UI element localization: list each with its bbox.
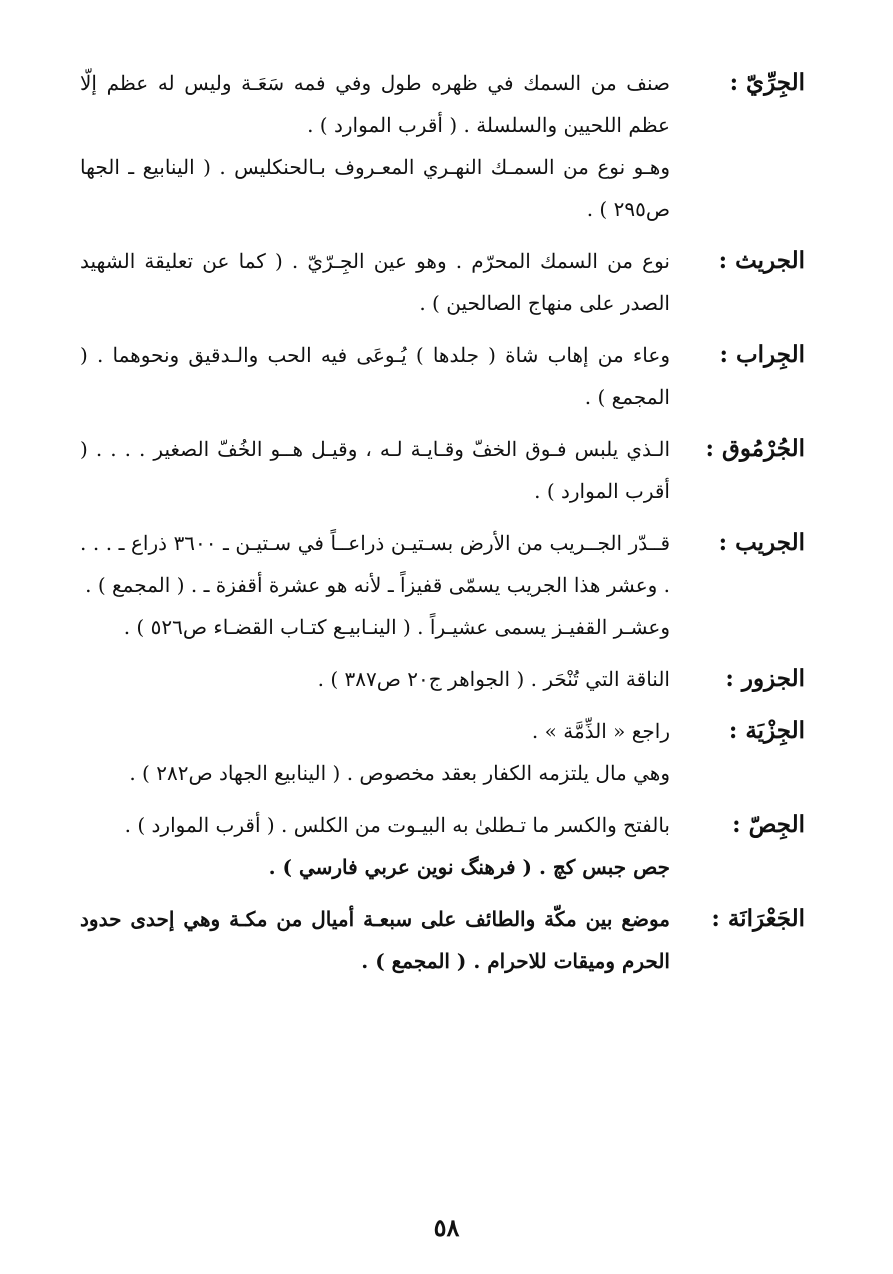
- entry-definition-paragraph: راجع « الذِّمَّة » .: [531, 719, 670, 743]
- entry-definitions: [80, 62, 670, 230]
- entry-definitions: [80, 334, 670, 418]
- entry-term: الجزور :: [725, 665, 805, 692]
- dictionary-entry: [80, 428, 805, 512]
- entry-term: الجريث :: [718, 247, 805, 274]
- entry-term: الجِرِّيّ :: [729, 69, 805, 96]
- entry-definition-paragraph: وعاء من إهاب شاة ( جلدها ) يُـوعَى فيه الحب والـدقيق ونحوهما . ( المجمع ) .: [80, 343, 670, 409]
- page-number: ٥٨: [433, 1213, 460, 1242]
- entry-definition-paragraph: الـذي يلبس فـوق الخفّ وقـايـة لـه ، وقيـل هــو الخُفّ الصغير . . . . ( أقرب الموارد ) .: [80, 437, 670, 503]
- entry-definitions: [80, 710, 670, 794]
- entry-definition-paragraph: وعشـر القفيـز يسمى عشيـراً . ( الينـابيـع كتـاب القضـاء ص٥٢٦ ) .: [123, 615, 670, 639]
- entry-definitions: [80, 240, 670, 324]
- entry-definitions: [80, 658, 670, 700]
- entry-definition-paragraph: قــدّر الجــريب من الأرض بسـتيـن ذراعــاً في سـتيـن ـ ٣٦٠٠ ذراع ـ . . . . وعشر هذا الجريب يسمّى قفيزاً ـ لأنه هو عشرة أقفزة ـ . ( المجمع ) .: [80, 531, 670, 597]
- entry-term: الجريب :: [718, 529, 805, 556]
- entry-definition-paragraph: وهي مال يلتزمه الكفار بعقد مخصوص . ( الينابيع الجهاد ص٢٨٢ ) .: [129, 761, 670, 785]
- dictionary-entry: [80, 804, 805, 888]
- dictionary-entry: [80, 334, 805, 418]
- entry-term: الجِراب :: [719, 341, 805, 368]
- dictionary-entry: [80, 240, 805, 324]
- entry-definition-paragraph: صنف من السمك في ظهره طول وفي فمه سَعَـة وليس له عظم إلّا عظم اللحيين والسلسلة . ( أقرب الموارد ) .: [80, 71, 670, 137]
- entry-definitions: [80, 898, 670, 982]
- entry-term: الجِزْيَة :: [728, 717, 805, 744]
- entry-definitions: [80, 804, 670, 888]
- entry-definition-paragraph: موضع بين مكّة والطائف على سبعـة أميال من مكـة وهي إحدى حدود الحرم وميقات للاحرام . ( المجمع ) .: [80, 907, 670, 973]
- entry-definition-paragraph: نوع من السمك المحرّم . وهو عين الجِـرّيّ . ( كما عن تعليقة الشهيد الصدر على منهاج الصالحين ) .: [80, 249, 670, 315]
- dictionary-entry: [80, 522, 805, 648]
- dictionary-entry: [80, 62, 805, 230]
- entry-definition-paragraph: بالفتح والكسر ما تـطلىٰ به البيـوت من الكلس . ( أقرب الموارد ) .: [124, 813, 670, 837]
- entry-term: الجَعْرَانَة :: [711, 905, 805, 932]
- dictionary-entry: [80, 898, 805, 982]
- entry-definition-paragraph: وهـو نوع من السمـك النهـري المعـروف بـالحنكليس . ( الينابيع ـ الجها ص٢٩٥ ) .: [80, 155, 670, 221]
- dictionary-entry: [80, 658, 805, 700]
- entry-definition-paragraph: الناقة التي تُنْحَر . ( الجواهر ج٢٠ ص٣٨٧ ) .: [317, 667, 670, 691]
- entry-term: الجُرْمُوق :: [705, 435, 805, 462]
- entry-definitions: [80, 428, 670, 512]
- entry-list: [80, 62, 805, 992]
- dictionary-entry: [80, 710, 805, 794]
- entry-definition-paragraph: جص جبس كچ . ( فرهنگ نوين عربي فارسي ) .: [268, 855, 670, 879]
- entry-term: الجِصّ :: [732, 811, 805, 838]
- entry-definitions: [80, 522, 670, 648]
